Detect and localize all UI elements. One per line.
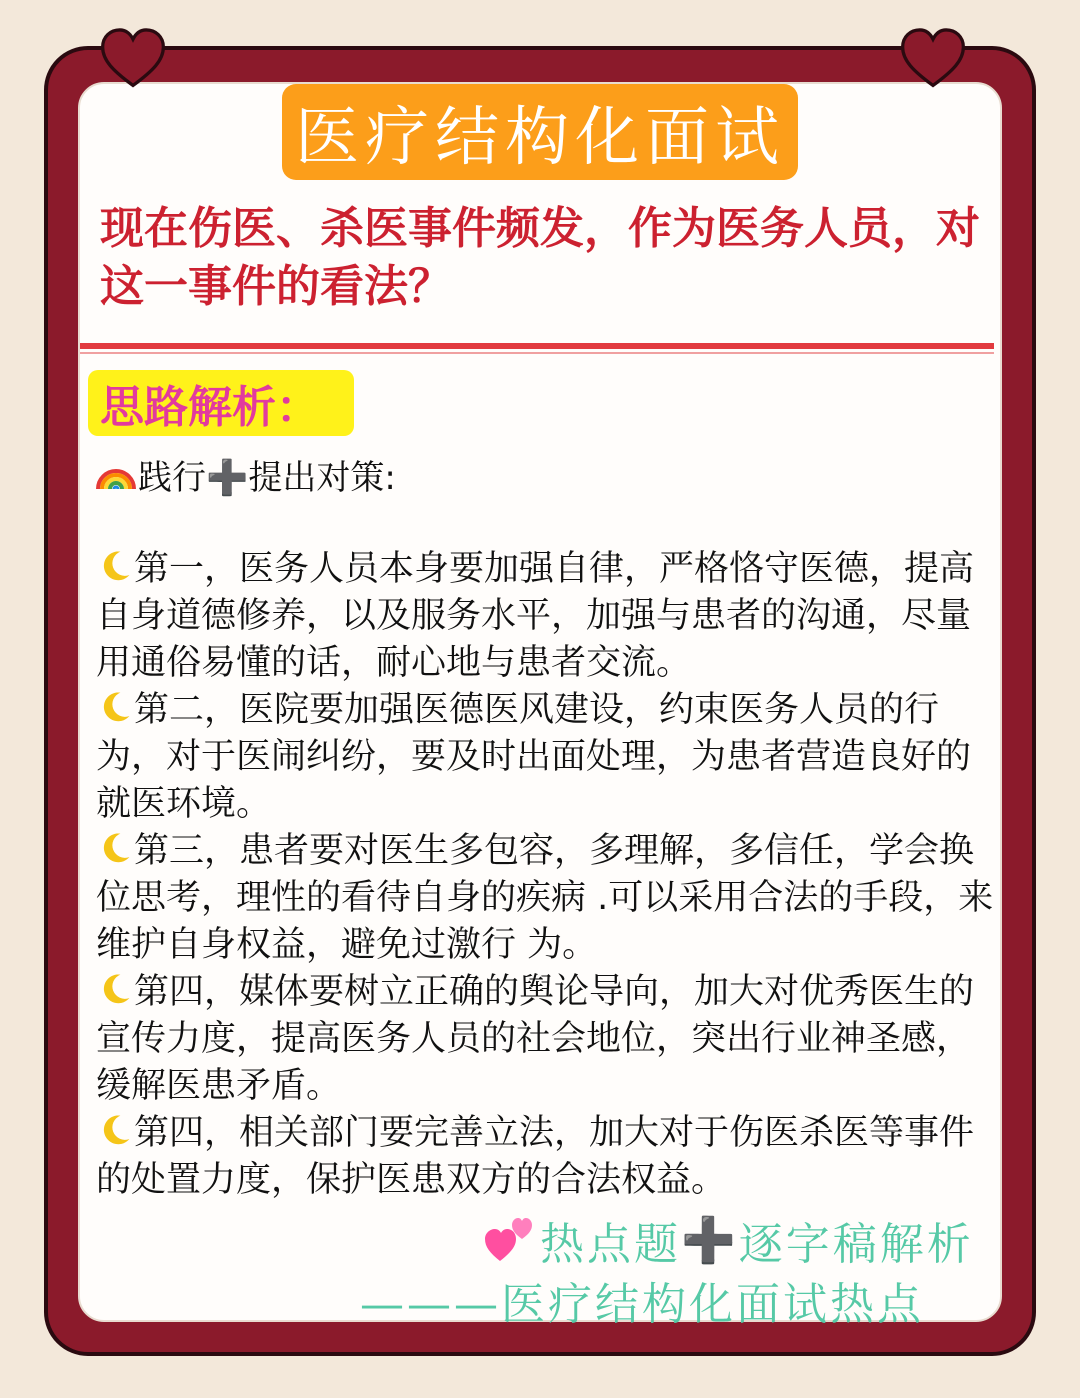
- point-text: 第三，患者要对医生多包容，多理解，多信任，学会换位思考，理性的看待自身的疾病 .可以采用合法的手段，来维护自身权益，避免过激行 为。: [96, 831, 994, 965]
- rainbow-icon: [96, 455, 136, 495]
- plus-icon: ➕: [681, 1215, 739, 1266]
- list-item: [96, 687, 996, 828]
- analysis-label: 思路解析：: [100, 382, 320, 433]
- divider: [80, 343, 994, 349]
- intro-line: [96, 450, 396, 499]
- point-text: 第一，医务人员本身要加强自律，严格恪守医德，提高自身道德修养，以及服务水平，加强与患者的沟通，尽量用通俗易懂的话，耐心地与患者交流。: [96, 549, 975, 683]
- moon-icon: [96, 971, 134, 1007]
- point-text: 第二，医院要加强医德医风建设，约束医务人员的行为，对于医闹纠纷，要及时出面处理，为患者营造良好的就医环境。: [96, 690, 972, 824]
- list-item: [96, 1110, 996, 1204]
- footer-hot-topic: 热点题: [540, 1219, 681, 1270]
- divider-shadow: [80, 352, 994, 354]
- moon-icon: [96, 548, 134, 584]
- moon-icon: [96, 1112, 134, 1148]
- points-list: [96, 546, 996, 1204]
- list-item: [96, 969, 996, 1110]
- moon-icon: [96, 689, 134, 725]
- footer-line-1: [484, 1208, 974, 1272]
- moon-icon: [96, 830, 134, 866]
- heart-icon: [100, 26, 166, 92]
- footer-analysis: 逐字稿解析: [738, 1219, 974, 1270]
- question-text: 现在伤医、杀医事件频发，作为医务人员，对这一事件的看法？: [100, 203, 980, 312]
- title-banner: [282, 84, 798, 180]
- point-text: 第四，媒体要树立正确的舆论导向，加大对优秀医生的宣传力度，提高医务人员的社会地位，突出行业神圣感，缓解医患矛盾。: [96, 972, 975, 1106]
- heart-icon: [900, 26, 966, 92]
- two-hearts-icon: [484, 1215, 536, 1265]
- list-item: [96, 828, 996, 969]
- analysis-badge: [88, 370, 354, 436]
- page-title: 医疗结构化面试: [295, 101, 785, 175]
- point-text: 第四，相关部门要完善立法，加大对于伤医杀医等事件的处置力度，保护医患双方的合法权益。: [96, 1113, 975, 1200]
- footer-line-2: ———医疗结构化面试热点: [360, 1279, 924, 1330]
- list-item: [96, 546, 996, 687]
- intro-text: 践行➕提出对策:: [138, 458, 396, 498]
